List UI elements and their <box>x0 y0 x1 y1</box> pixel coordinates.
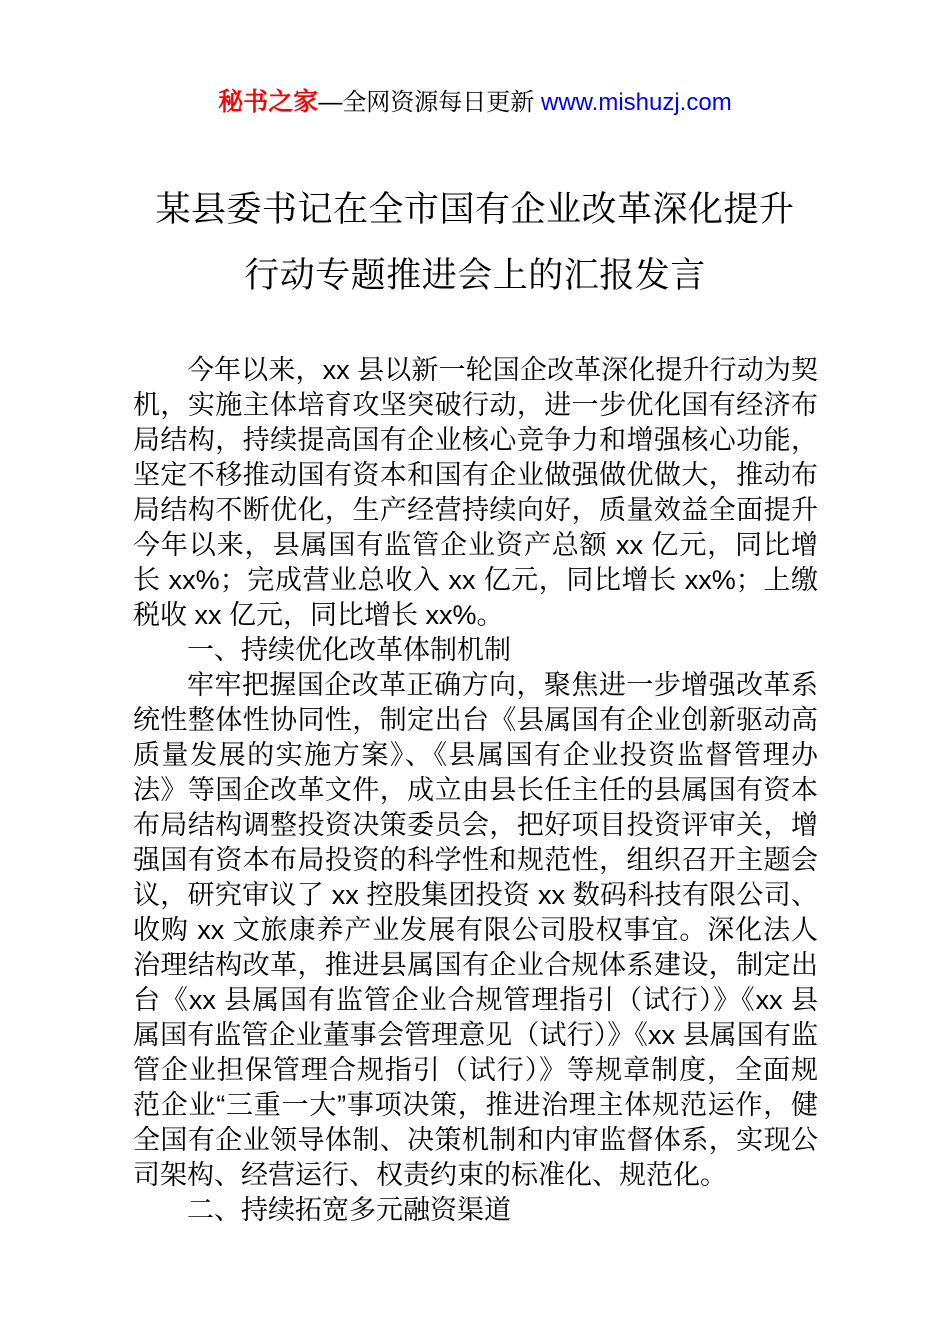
site-tagline: —全网资源每日更新 <box>318 89 541 116</box>
section-heading-1: 一、持续优化改革体制机制 <box>187 635 511 665</box>
section-heading-2: 二、持续拓宽多元融资渠道 <box>187 1195 511 1225</box>
doc-title-line-2: 行动专题推进会上的汇报发言 <box>244 256 706 295</box>
site-brand: 秘书之家 <box>218 88 319 116</box>
paragraph-section-1: 牢牢把握国企改革正确方向，聚焦进一步增强改革系统性整体性协同性，制定出台《县属国有企业创新驱动高质量发展的实施方案》、《县属国有企业投资监督管理办法》等国企改革文件，成立由县长任主任的县属国有资本布局结构调整投资决策委员会，把好项目投资评审关，增强国有资本布局投资的科学性和规范性，组织召开主题会议，研究审议了 xx 控股集团投资 xx 数码科技有限公司、收购 xx 文旅康养产业发展有限公司股权事宜。深化法人治理结构改革，推进县属国有企业合规体系建设，制定出台《xx 县属国有监管企业合规管理指引（试行）》《xx 县属国有监管企业董事会管理意见（试行）》《xx 县属国有监管企业担保管理合规指引（试行）》等规章制度，全面规范企业“三重一大”事项决策，推进治理主体规范运作，健全国有企业领导体制、决策机制和内审监督体系，实现公司架构、经营运行、权责约束的标准化、规范化。 <box>133 670 818 1190</box>
site-url-link[interactable]: www.mishuzj.com <box>540 89 732 116</box>
doc-body <box>133 353 818 1228</box>
doc-title-line-1: 某县委书记在全市国有企业改革深化提升 <box>155 190 795 229</box>
paragraph-intro: 今年以来，xx 县以新一轮国企改革深化提升行动为契机，实施主体培育攻坚突破行动，进一步优化国有经济布局结构，持续提高国有企业核心竞争力和增强核心功能，坚定不移推动国有资本和国有企业做强做优做大，推动布局结构不断优化，生产经营持续向好，质量效益全面提升今年以来，县属国有监管企业资产总额 xx 亿元，同比增长 xx%；完成营业总收入 xx 亿元，同比增长 xx%；上缴税收 xx 亿元，同比增长 xx%。 <box>133 355 818 630</box>
site-header <box>0 0 950 117</box>
doc-title <box>0 177 950 309</box>
